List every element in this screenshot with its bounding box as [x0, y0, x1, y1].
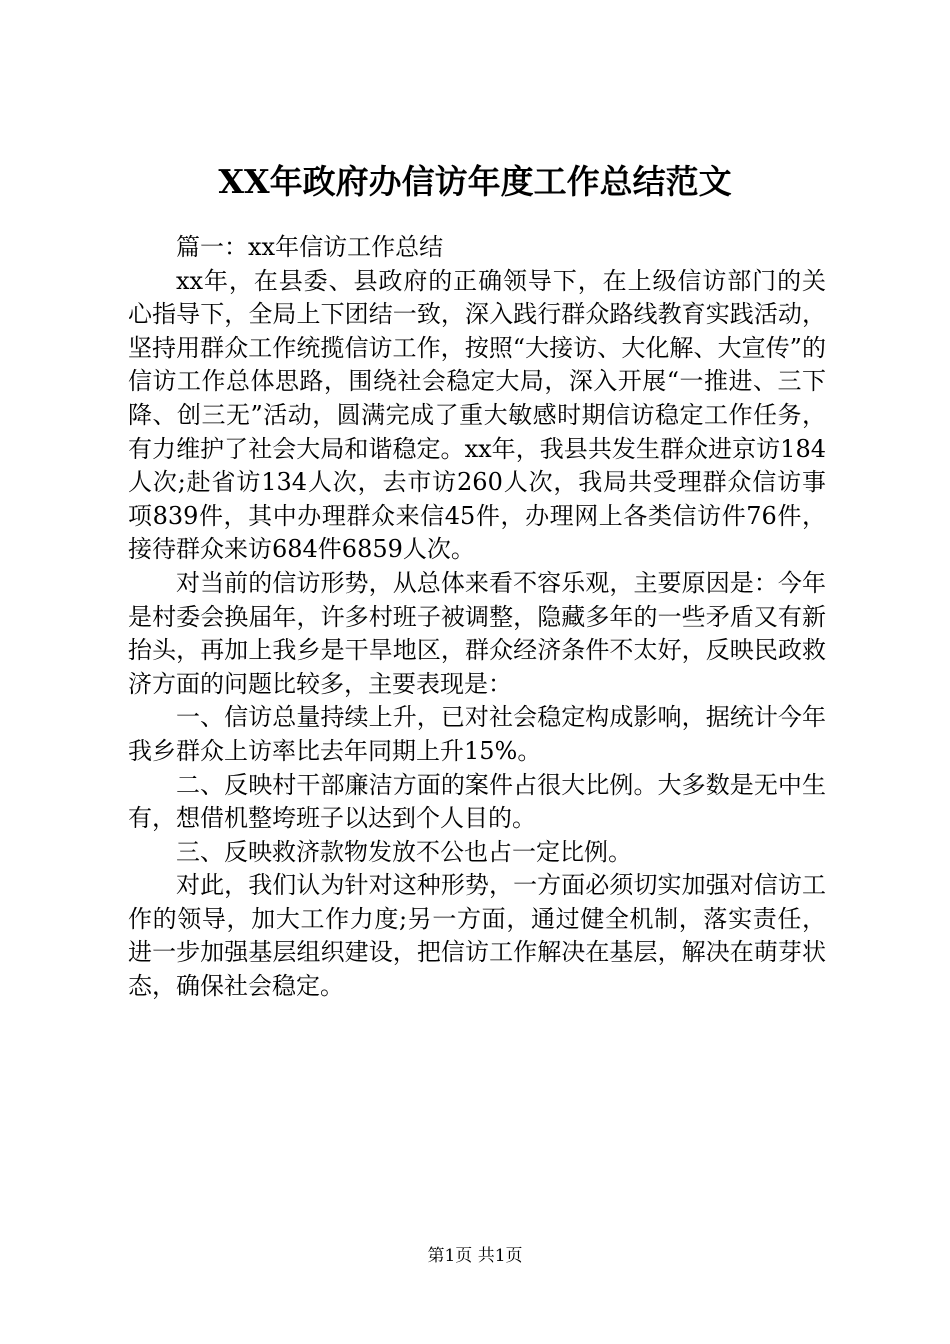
paragraph-point-one: 一、信访总量持续上升，已对社会稳定构成影响，据统计今年我乡群众上访率比去年同期上升15%。: [128, 703, 826, 765]
paragraph-point-three: 三、反映救济款物发放不公也占一定比例。: [176, 837, 632, 866]
paragraph-conclusion: 对此，我们认为针对这种形势，一方面必须切实加强对信访工作的领导，加大工作力度;另一方面，通过健全机制，落实责任，进一步加强基层组织建设，把信访工作解决在基层，解决在萌芽状态，确保社会稳定。: [128, 871, 826, 1001]
document-body: [128, 231, 826, 1004]
document-title: XX年政府办信访年度工作总结范文: [218, 162, 732, 201]
paragraph-point-two: 二、反映村干部廉洁方面的案件占很大比例。大多数是无中生有，想借机整垮班子以达到个人目的。: [128, 770, 826, 833]
paragraph-situation: 对当前的信访形势，从总体来看不容乐观，主要原因是：今年是村委会换届年，许多村班子被调整，隐藏多年的一些矛盾又有新抬头，再加上我乡是干旱地区，群众经济条件不太好，反映民政救济方面的问题比较多，主要表现是：: [128, 568, 826, 698]
page-number-footer: 第1页 共1页: [427, 1246, 523, 1266]
section-heading: 篇一：xx年信访工作总结: [176, 233, 444, 261]
paragraph-summary: xx年，在县委、县政府的正确领导下，在上级信访部门的关心指导下，全局上下团结一致，深入践行群众路线教育实践活动，坚持用群众工作统揽信访工作，按照“大接访、大化解、大宣传”的信访工作总体思路，围绕社会稳定大局，深入开展“一推进、三下降、创三无”活动，圆满完成了重大敏感时期信访稳定工作任务，有力维护了社会大局和谐稳定。xx年，我县共发生群众进京访184人次;赴省访134人次，去市访260人次，我局共受理群众信访事项839件，其中办理群众来信45件，办理网上各类信访件76件，接待群众来访684件6859人次。: [128, 266, 826, 564]
